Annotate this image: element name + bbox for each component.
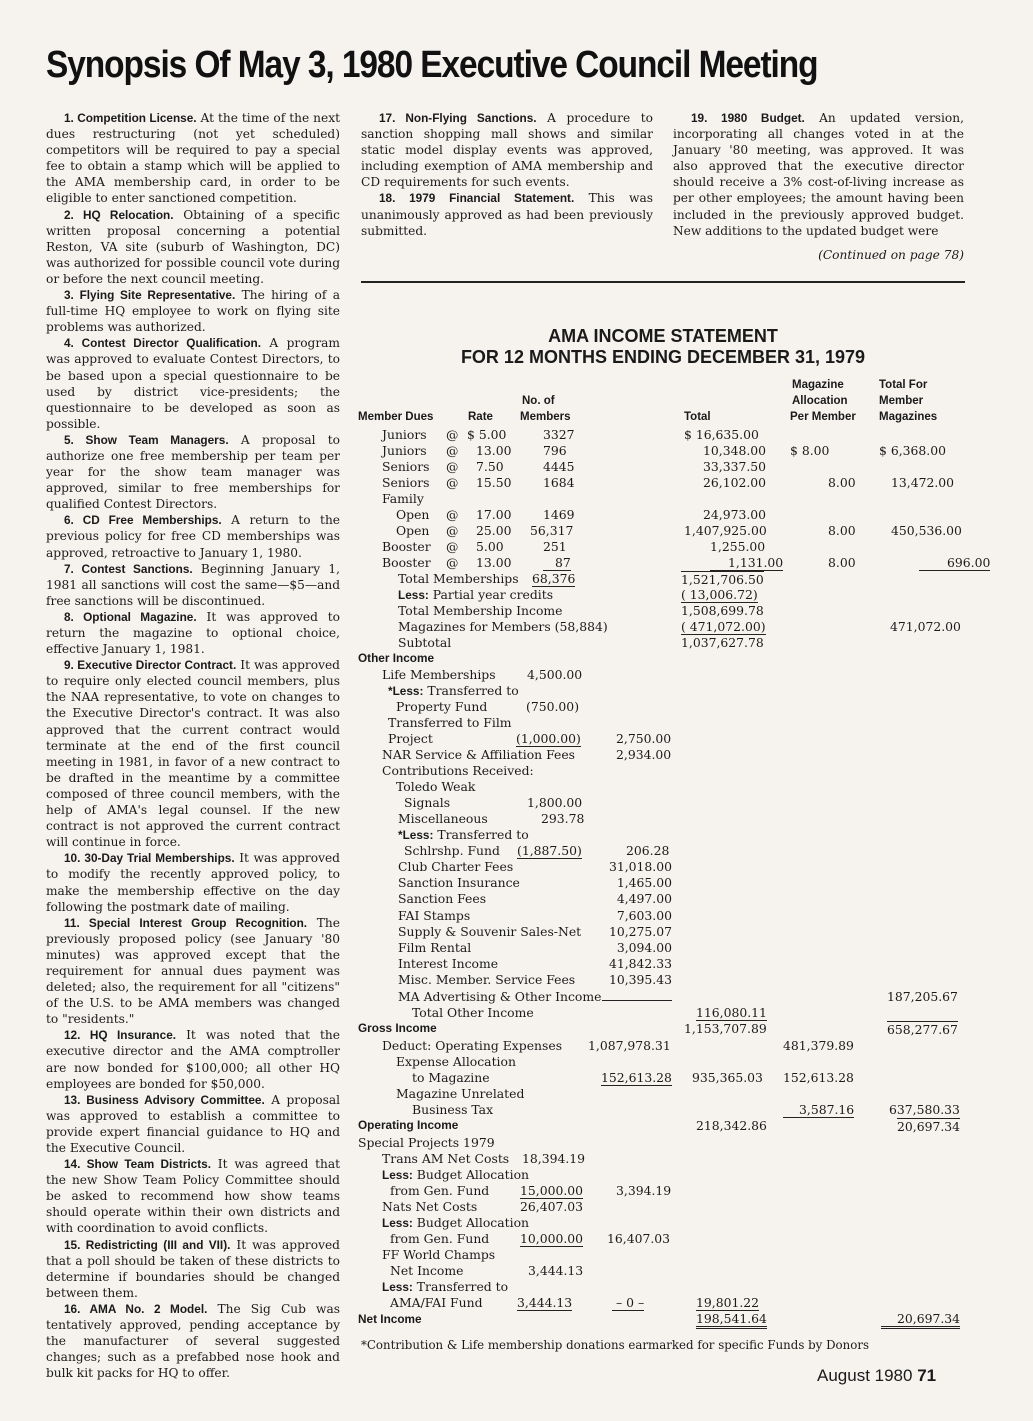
dues-magazines: 13,472.00 [891,475,955,490]
business-tax-alloc: 3,587.16 [783,1102,854,1118]
to-magazine-net: 152,613.28 [601,1070,672,1085]
property-fund-label: Property Fund [396,699,488,714]
contributions-label: Contributions Received: [382,763,534,778]
deduct-operating-label: Deduct: Operating Expenses [382,1038,563,1053]
dues-members: 3327 [543,427,575,442]
deduct-operating-net: 1,087,978.31 [588,1038,671,1053]
dues-members: 796 [543,443,567,458]
dues-rate: 17.00 [476,507,512,522]
item-17: 17. Non-Flying Sanctions. A procedure to sanction shopping mall shows and similar static model display events was approved, including exemption of AMA membership and CD requirements for such events. [361,111,653,190]
header-magazine: Magazine [792,379,844,391]
to-magazine-label: to Magazine [412,1070,490,1085]
dues-allocation: 8.00 [828,555,856,570]
text-column-1 [46,110,340,1381]
item-3: 3. Flying Site Representative. The hiring of a full-time HQ employee to work on flying site problems was authorized. [46,288,340,335]
dues-at: @ [446,475,459,490]
magazines-for-members-label: Magazines for Members (58,884) [398,619,608,634]
dues-total: 10,348.00 [703,443,767,458]
header-allocation: Allocation [792,395,848,407]
dues-label: Seniors [382,475,430,490]
project-label: Project [388,731,433,746]
from-gen-1-label: from Gen. Fund [390,1183,490,1198]
header-members: Members [520,411,571,423]
dues-magazines: 696.00 [919,555,990,571]
nats-net-amount: 26,407.03 [520,1199,584,1214]
miscellaneous-amount: 293.78 [541,811,585,826]
less-partial-label: Less: Partial year credits [398,587,554,602]
header-rate: Rate [468,411,493,423]
less-budget-2-label: Less: Budget Allocation [382,1215,530,1230]
dues-total: 24,973.00 [703,507,767,522]
item-11: 11. Special Interest Group Recognition. The previously proposed policy (see January '80 minutes) was approved except that the requirement for annual dues payment was deleted; also, the requirement for all "citizens" of the U.S. to be AMA members was changed to "residents." [46,915,340,1027]
net-income-total: 198,541.64 [696,1311,767,1329]
dues-total: 33,337.50 [703,459,767,474]
dues-rate: 7.50 [476,459,504,474]
ama-fai-label: AMA/FAI Fund [390,1295,483,1310]
nats-net-label: Nats Net Costs [382,1199,478,1214]
other-income-amount: 7,603.00 [616,908,672,923]
deduct-operating-alloc: 481,379.89 [783,1038,854,1053]
net-income-ff-label: Net Income [390,1263,464,1278]
continued-note: (Continued on page 78) [818,247,964,262]
net-income-mag: 20,697.34 [881,1311,960,1329]
dues-at: @ [446,443,459,458]
dues-allocation: 8.00 [828,523,856,538]
net-income-label: Net Income [358,1312,422,1326]
ma-advertising-rule [602,989,672,1001]
less-transferred-3-label: Less: Transferred to [382,1279,509,1294]
from-gen-1-amount: 15,000.00 [520,1183,584,1198]
header-total-for: Total For [879,379,928,391]
header-per-member: Per Member [790,411,856,423]
header-member: Member [879,395,924,407]
less-budget-1-label: Less: Budget Allocation [382,1167,530,1182]
other-income-amount: 31,018.00 [608,859,672,874]
nar-service-label: NAR Service & Affiliation Fees [382,747,576,762]
dues-label: Juniors [382,443,427,458]
statement-title: AMA INCOME STATEMENT [548,326,778,346]
item-18: 18. 1979 Financial Statement. This was unanimously approved as had been previously submitted. [361,191,653,238]
header-total: Total [684,411,711,423]
dues-at: @ [446,427,459,442]
ama-fai-total: 19,801.22 [696,1295,760,1310]
net-income-ff-amount: 3,444.13 [528,1263,584,1278]
to-magazine-total: 935,365.03 [692,1070,763,1085]
text-column-2 [361,110,653,239]
less-transferred-label-2: *Less: Transferred to [398,827,529,842]
dues-label: Booster [382,555,431,570]
operating-income-mag: 20,697.34 [897,1119,961,1134]
total-membership-income-total: 1,508,699.78 [681,603,764,618]
statement-subtitle: FOR 12 MONTHS ENDING DECEMBER 31, 1979 [460,347,866,367]
operating-income-label: Operating Income [358,1118,459,1132]
dues-at: @ [446,507,459,522]
dues-rate: 5.00 [476,539,504,554]
other-income-label: Sanction Insurance [398,875,520,890]
from-gen-2-amount: 10,000.00 [520,1231,584,1246]
dues-label: Family [382,491,424,506]
dues-rate: 25.00 [476,523,512,538]
dues-label: Seniors [382,459,430,474]
header-magazines: Magazines [879,411,938,423]
gross-income-label: Gross Income [358,1021,437,1035]
dues-total: 1,407,925.00 [684,523,767,538]
item-16: 16. AMA No. 2 Model. The Sig Cub was tentatively approved, pending acceptance by the manufacturer of several suggested changes; such as a prefabbed nose hook and bulk kit packs for HQ to offer. [46,1301,340,1381]
dues-members: 4445 [543,459,575,474]
property-fund-amount: (750.00) [526,699,580,714]
header-member-dues: Member Dues [358,411,434,423]
other-income-amount: 3,094.00 [616,940,672,955]
subtotal-total: 1,037,627.78 [681,635,764,650]
less-partial-total: ( 13,006.72) [681,587,758,602]
dues-members: 251 [543,539,567,554]
schlrshp-label: Schlrshp. Fund [404,843,500,858]
dues-at: @ [446,539,459,554]
item-2: 2. HQ Relocation. Obtaining of a specific written proposal concerning a potential Reston, VA site (suburb of Washington, DC) was authorized for possible council vote during or before the next council meeting. [46,207,341,286]
item-15: 15. Redistricting (III and VII). It was approved that a poll should be taken of these districts to determine if boundaries should be changed between them. [46,1237,340,1300]
other-income-label: Supply & Souvenir Sales-Net [398,924,582,939]
other-income-amount: 41,842.33 [608,956,672,971]
header-no-of: No. of [522,395,555,407]
miscellaneous-label: Miscellaneous [398,811,488,826]
dues-label: Open [396,507,430,522]
dues-at: @ [446,555,459,570]
total-membership-income-label: Total Membership Income [398,603,563,618]
other-income-label: Misc. Member. Service Fees [398,972,576,987]
other-income-label: Sanction Fees [398,891,487,906]
signals-amount: 1,800.00 [527,795,583,810]
toledo-label: Toledo Weak [396,779,476,794]
dues-allocation: $ 8.00 [790,443,830,458]
item-12: 12. HQ Insurance. It was noted that the executive director and the AMA comptroller are now bonded for $100,000; all other HQ employees are bonded for $50,000. [46,1028,340,1091]
subtotal-label: Subtotal [398,635,452,650]
schlrshp-net: 206.28 [626,843,670,858]
dues-label: Open [396,523,430,538]
item-6: 6. CD Free Memberships. A return to the previous policy for free CD memberships was approved, retroactive to January 1, 1980. [46,513,341,560]
dues-rate: 13.00 [476,443,512,458]
dues-rate: 15.50 [476,475,512,490]
business-tax-mag: 637,580.33 [889,1102,960,1117]
dues-members: 1684 [543,475,575,490]
item-5: 5. Show Team Managers. A proposal to authorize one free membership per team per year for the show team manager was approved, similar to free memberships for qualified Contest Directors. [46,432,341,512]
footnote: *Contribution & Life membership donations earmarked for specific Funds by Donors [361,1338,870,1352]
signals-label: Signals [404,795,451,810]
transferred-to-film-label: Transferred to Film [388,715,512,730]
less-transferred-label: *Less: Transferred to [388,683,519,698]
text-column-3 [673,110,964,263]
section-divider [361,281,965,283]
item-13: 13. Business Advisory Committee. A proposal was approved to establish a committee to provide expert financial guidance to HQ and the Executive Council. [46,1092,341,1155]
other-income-label: Film Rental [398,940,472,955]
life-memberships-label: Life Memberships [382,667,496,682]
other-income-amount: 10,275.07 [608,924,672,939]
dues-members: 1469 [543,507,575,522]
dues-at: @ [446,459,459,474]
total-other-income-label: Total Other Income [412,1005,534,1020]
gross-income-mag: 658,277.67 [887,1022,958,1037]
to-magazine-alloc: 152,613.28 [783,1070,854,1085]
total-memberships-total: 1,521,706.50 [681,572,764,587]
other-income-label: FAI Stamps [398,908,471,923]
dues-members: 87 [543,555,571,571]
other-income-heading: Other Income [358,651,435,665]
other-income-amount: 10,395.43 [608,972,672,987]
item-8: 8. Optional Magazine. It was approved to return the magazine to optional choice, effective January 1, 1981. [46,609,341,657]
ama-fai-net: – 0 – [612,1295,644,1311]
dues-total: $ 16,635.00 [684,427,759,442]
ma-advertising-label: MA Advertising & Other Income [398,989,602,1004]
page-footer: August 1980 71 [817,1366,937,1385]
operating-income-total: 218,342.86 [696,1118,767,1133]
special-projects-label: Special Projects 1979 [358,1135,495,1150]
ama-fai-amount: 3,444.13 [517,1295,573,1310]
from-gen-2-net: 16,407.03 [607,1231,671,1246]
dues-magazines: $ 6,368.00 [879,443,946,458]
life-memberships-amount: 4,500.00 [527,667,583,682]
dues-total: 1,131.00 [710,555,783,571]
other-income-label: Club Charter Fees [398,859,514,874]
magazines-for-members-total: ( 471,072.00) [681,619,766,634]
dues-label: Juniors [382,427,427,442]
dues-at: @ [446,523,459,538]
magazines-for-members-mag: 471,072.00 [890,619,961,634]
dues-magazines: 450,536.00 [891,523,962,538]
ma-advertising-mag: 187,205.67 [887,989,958,1004]
trans-am-label: Trans AM Net Costs [382,1151,510,1166]
trans-am-amount: 18,394.19 [522,1151,586,1166]
schlrshp-amount: (1,887.50) [517,843,582,858]
project-amount: (1,000.00) [516,731,581,746]
dues-total: 1,255.00 [710,539,766,554]
business-tax-label: Business Tax [412,1102,494,1117]
from-gen-1-net: 3,394.19 [616,1183,672,1198]
dues-rate: $ 5.00 [467,427,507,442]
other-income-amount: 1,465.00 [616,875,672,890]
item-4: 4. Contest Director Qualification. A program was approved to evaluate Contest Directors, to be based upon a special questionnaire to be used by district vice-presidents; the questionnaire to be developed as soon as possible. [46,336,340,431]
item-19: 19. 1980 Budget. An updated version, incorporating all changes voted in at the January '80 meeting, was approved. It was also approved that the executive director should receive a 3% cost-of-living increase as per other employees; the amount having been included in the previously approved budget. New additions to the updated budget were [673,111,964,238]
gross-income-total: 1,153,707.89 [684,1021,767,1036]
other-income-amount: 4,497.00 [616,891,672,906]
total-other-income-total: 116,080.11 [696,1005,767,1020]
item-14: 14. Show Team Districts. It was agreed that the new Show Team Policy Committee should be asked to recommend how show teams should operate within their own districts and with coordination to avoid conflicts. [46,1157,340,1236]
nar-service-net: 2,934.00 [616,747,672,762]
magazine-unrelated-label: Magazine Unrelated [396,1086,525,1101]
item-1: 1. Competition License. At the time of the next dues restructuring (not yet scheduled) competitors will be required to pay a special fee to obtain a stamp which will be applied to the AMA membership card, in order to be eligible to enter sanctioned competition. [46,111,340,206]
project-net: 2,750.00 [616,731,672,746]
expense-allocation-label: Expense Allocation [396,1054,516,1069]
item-7: 7. Contest Sanctions. Beginning January 1, 1981 all sanctions will cost the same—$5—and free sanctions will be discontinued. [46,561,340,608]
total-memberships-label: Total Memberships [398,571,519,586]
item-9: 9. Executive Director Contract. It was approved to require only elected council members, plus the NAA representative, to vote on changes to the Executive Director's contract. It was also approved that the current contract would terminate at the end of the first council meeting in 1981, in favor of a new contract to be drafted in the meantime by a committee composed of three council members, with the help of AMA's legal counsel. If the new contract is not approved the current contract will continue in force. [46,658,340,850]
page-title: Synopsis Of May 3, 1980 Executive Council Meeting [46,44,818,86]
from-gen-2-label: from Gen. Fund [390,1231,490,1246]
ff-world-label: FF World Champs [382,1247,496,1262]
dues-rate: 13.00 [476,555,512,570]
total-memberships-count: 68,376 [532,571,576,586]
other-income-label: Interest Income [398,956,499,971]
dues-members: 56,317 [530,523,574,538]
item-10: 10. 30-Day Trial Memberships. It was approved to modify the recently approved policy, to make the membership effective on the day following the postmark date of mailing. [46,851,340,914]
dues-label: Booster [382,539,431,554]
dues-total: 26,102.00 [703,475,767,490]
dues-allocation: 8.00 [828,475,856,490]
